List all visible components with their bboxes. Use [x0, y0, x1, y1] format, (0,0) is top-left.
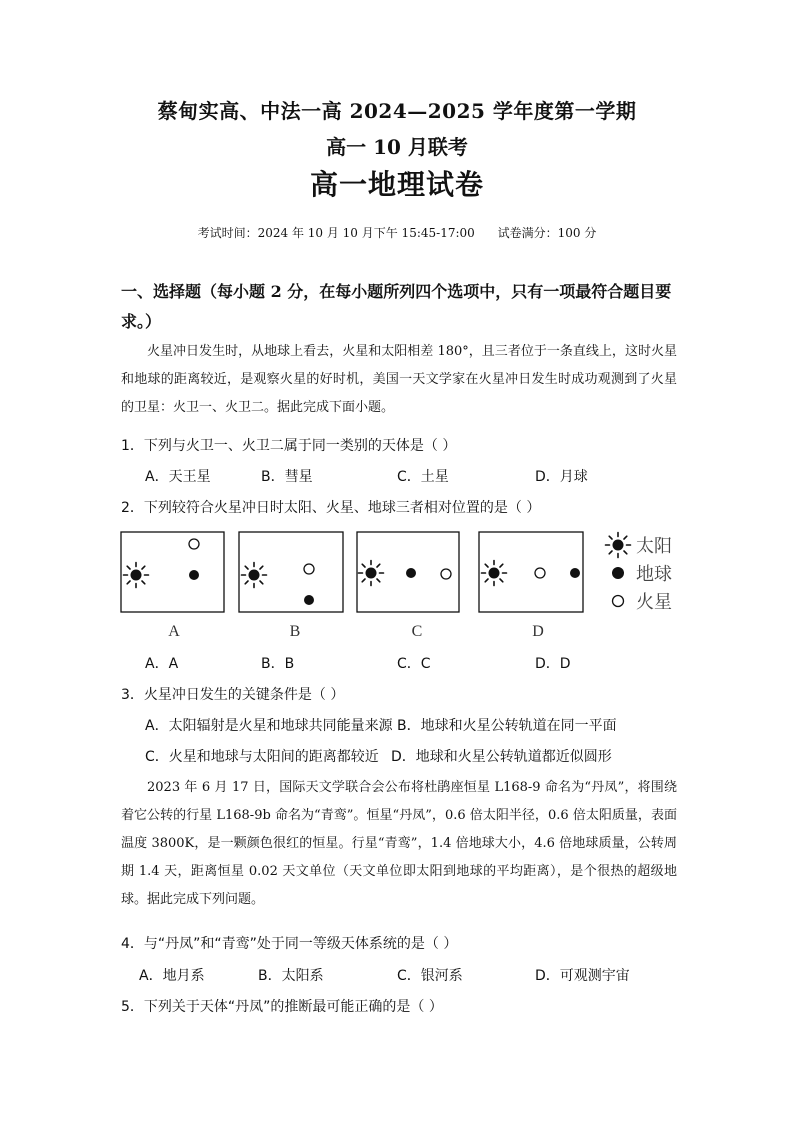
figure-label-c: C: [411, 623, 423, 640]
question-5-stem: 5．下列关于天体“丹凤”的推断最可能正确的是（ ）: [121, 999, 443, 1015]
sun-icon: [242, 563, 267, 588]
question-2-option-a[interactable]: A．A: [145, 656, 179, 672]
question-2-option-d[interactable]: D．D: [535, 656, 571, 672]
mars-icon: [304, 564, 314, 574]
sun-icon: [359, 561, 384, 586]
legend-earth-icon: [612, 567, 624, 579]
legend-sun-label: 太阳: [636, 536, 672, 557]
question-1-option-b[interactable]: B．彗星: [261, 469, 313, 485]
title-school-term: 蔡甸实高、中法一高 2024—2025 学年度第一学期: [157, 99, 637, 123]
legend-sun-icon: [606, 533, 631, 558]
question-4-option-a[interactable]: A．地月系: [139, 968, 205, 984]
question-3-option-d[interactable]: D．地球和火星公转轨道都近似圆形: [391, 749, 612, 765]
question-4-option-b[interactable]: B．太阳系: [258, 968, 324, 984]
figure-label-d: D: [532, 623, 544, 640]
exam-info: 考试时间：2024 年 10 月 10 月下午 15:45-17:00 试卷满分：100 分: [197, 226, 597, 240]
earth-icon: [189, 570, 199, 580]
sun-icon: [482, 561, 507, 586]
question-4-stem: 4．与“丹凤”和“青鸾”处于同一等级天体系统的是（ ）: [121, 936, 458, 952]
title-exam-name: 高一 10 月联考: [326, 135, 468, 159]
legend-mars-icon: [613, 596, 624, 607]
earth-icon: [406, 568, 416, 578]
question-2-option-c[interactable]: C．C: [397, 656, 431, 672]
question-1-option-c[interactable]: C．土星: [397, 469, 449, 485]
question-3-stem: 3．火星冲日发生的关键条件是（ ）: [121, 687, 345, 703]
question-3-option-b[interactable]: B．地球和火星公转轨道在同一平面: [397, 718, 617, 734]
legend-mars-label: 火星: [636, 592, 672, 613]
question-1-option-d[interactable]: D．月球: [535, 469, 588, 485]
earth-icon: [570, 568, 580, 578]
question-3-option-c[interactable]: C．火星和地球与太阳间的距离都较近: [145, 749, 379, 765]
question-3-option-a[interactable]: A．太阳辐射是火星和地球共同能量来源: [145, 718, 393, 734]
passage-mars-opposition: 火星冲日发生时，从地球上看去，火星和太阳相差 180°，且三者位于一条直线上，这时火星和地球的距离较近，是观察火星的好时机，美国一天文学家在火星冲日发生时成功观测到了火星的卫星：火卫一、火卫二。据此完成下面小题。: [121, 344, 677, 415]
question-1-option-a[interactable]: A．天王星: [145, 469, 211, 485]
earth-icon: [304, 595, 314, 605]
legend-earth-label: 地球: [636, 564, 672, 585]
mars-icon: [189, 539, 199, 549]
question-2-stem: 2．下列较符合火星冲日时太阳、火星、地球三者相对位置的是（ ）: [121, 500, 541, 516]
question-2-option-b[interactable]: B．B: [261, 656, 295, 672]
question-4-option-c[interactable]: C．银河系: [397, 968, 463, 984]
question-1-stem: 1．下列与火卫一、火卫二属于同一类别的天体是（ ）: [121, 438, 457, 454]
section-heading: 一、选择题（每小题 2 分，在每小题所列四个选项中，只有一项最符合题目要求。）: [121, 282, 672, 331]
figure-label-a: A: [168, 623, 180, 640]
question-4-option-d[interactable]: D．可观测宇宙: [535, 968, 630, 984]
figure-label-b: B: [289, 623, 301, 640]
sun-icon: [124, 563, 149, 588]
passage-danfeng-qingluan: 2023 年 6 月 17 日，国际天文学联合会公布将杜鹃座恒星 L168-9 命名为“丹凤”，将围绕着它公转的行星 L168-9b 命名为“青鸾”。恒星“丹凤”，0.6 倍太阳半径，0.6 倍太阳质量，表面温度 3800K，是一颗颜色很红的恒星。行星“青鸾”，1.4 倍地球大小，4.6 倍地球质量，公转周期 1.4 天，距离恒星 0.02 天文单位（天文单位即太阳到地球的平均距离），是个很热的超级地球。据此完成下列问题。: [121, 780, 677, 907]
mars-icon: [441, 569, 451, 579]
page-title: 高一地理试卷: [309, 168, 484, 201]
mars-icon: [535, 568, 545, 578]
